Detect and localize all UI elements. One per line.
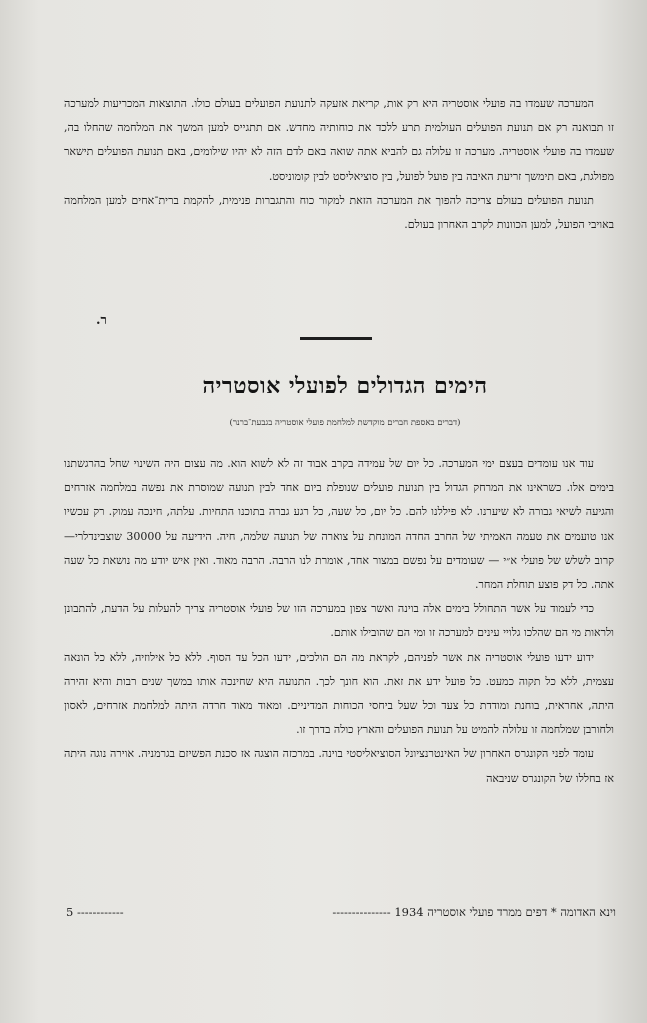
previous-article-paragraph-2: תנועת הפועלים בעולם צריכה להפוך את המערכה הזאת למקור כוח והתגברות פנימית, להקמת ברית־אחים למען המלחמה באויבי הפועל, למען הכוונות לקרב האחרון בעולם. bbox=[64, 193, 614, 232]
page-number: 5 ------------ bbox=[66, 905, 124, 919]
article-title: הימים הגדולים לפועלי אוסטריה bbox=[202, 373, 488, 399]
previous-article-text bbox=[64, 92, 614, 237]
article-body bbox=[64, 452, 614, 791]
author-signature: ר. bbox=[96, 313, 107, 328]
article-paragraph-2: כדי לעמוד על אשר התחולל בימים אלה בוינה ואשר צפון במערכה הזו של פועלי אוסטריה צריך להעלות על הדעת, להתבונן ולראות מי הם שהלכו גלויי עינים למערכה זו ומי הם שהובילו אותם. bbox=[64, 602, 614, 640]
section-divider bbox=[300, 337, 372, 340]
article-paragraph-1: עוד אנו עומדים בעצם ימי המערכה. כל יום של עמידה בקרב אבוד זה לא לשוא הוא. מה עצום היה השינוי שחל בהרגשתנו בימים אלו. כשראינו את המרחק הגדול בין תנועת פועלים שנופלת ביום אחד לבין תנועה שמוסרת את נפשה במלחמה אזרחים והגיעה לשיאי גבורה לא שיערנו. לא פיללנו להם. כל יום, כל שעה, כל רגע גברה בתוכנו התחיות. עלתה, חינכה עמוק. רק עכשיו אנו טועמים את טעמה האמיתי של החרב החדה המונחת על צוארה של תנועה שלמה, חיה. הידיעה על 30000 שוצבינדלרי— קרוב לשלש של פועלי א״י — שעומדים על נפשם במצור אחד, אומרת לנו הרבה. הרבה מאוד. ואין איש יודע מה נושאת כל שעה אתה. כל דק פוצע תוחלת המחר. bbox=[64, 457, 614, 592]
previous-article-paragraph-1: המערכה שעמדו בה פועלי אוסטריה היא רק אות, קריאת אזעקה לתנועת הפועלים בעולם כולו. התוצאות המכריעות למערכה זו תבואנה רק אם תנועת הפועלים העולמית תרע ללכד את כוחותיה מחדש. אם תתגייס למען המשך את המלחמה שהחלו בה, שעמדו בה פועלי אוסטריה. מערכה זו עלולה גם להביא אתה שואה באם לדם הזה לא יהיו שילומים, באם תנועת הפועלים תישאר מפולגת, באם תימשך זריעת האיבה בין פועל לפועל, בין סוציאליסט לבין קומוניסט. bbox=[64, 97, 614, 183]
article-paragraph-3: ידוע ידעו פועלי אוסטריה את אשר לפניהם, לקראת מה הם הולכים, ידעו הכל עד הסוף. ללא כל אילוזיה, ללא כל הונאה עצמית, ללא כל תקוה כמעט. כל פועל ידע את זאת. הוא חונך לכך. התנועה היא שחינכה אותו במשך שנים רבות והיא זהירה היתה, אחראית, בוחנת ומודדת כל צעד וכל שעל ביחסי הכוחות המדיניים. ומאוד מאוד חרדה היתה למלחמת אזרחים, לאסון ולחורבן שמלחמה זו עלולה להמיט על תנועת הפועלים והארץ כולה בדרך זו. bbox=[64, 650, 614, 737]
article-paragraph-4: עומד לפני הקונגרס האחרון של האינטרנציונל הסוציאליסטי בוינה. במרכזה הוצגה אז סכנת הפשיזם בגרמניה. אוירה נוגה היתה אז בחללו של הקונגרס שניבאה bbox=[64, 747, 614, 785]
article-subtitle: (דברים באספת חברים מוקדשת למלחמת פועלי אוסטריה בגבעת־ברנר) bbox=[229, 418, 461, 428]
running-footer-text: וינא האדומה * דפים ממרד פועלי אוסטריה 1934 --------------- bbox=[332, 905, 616, 919]
